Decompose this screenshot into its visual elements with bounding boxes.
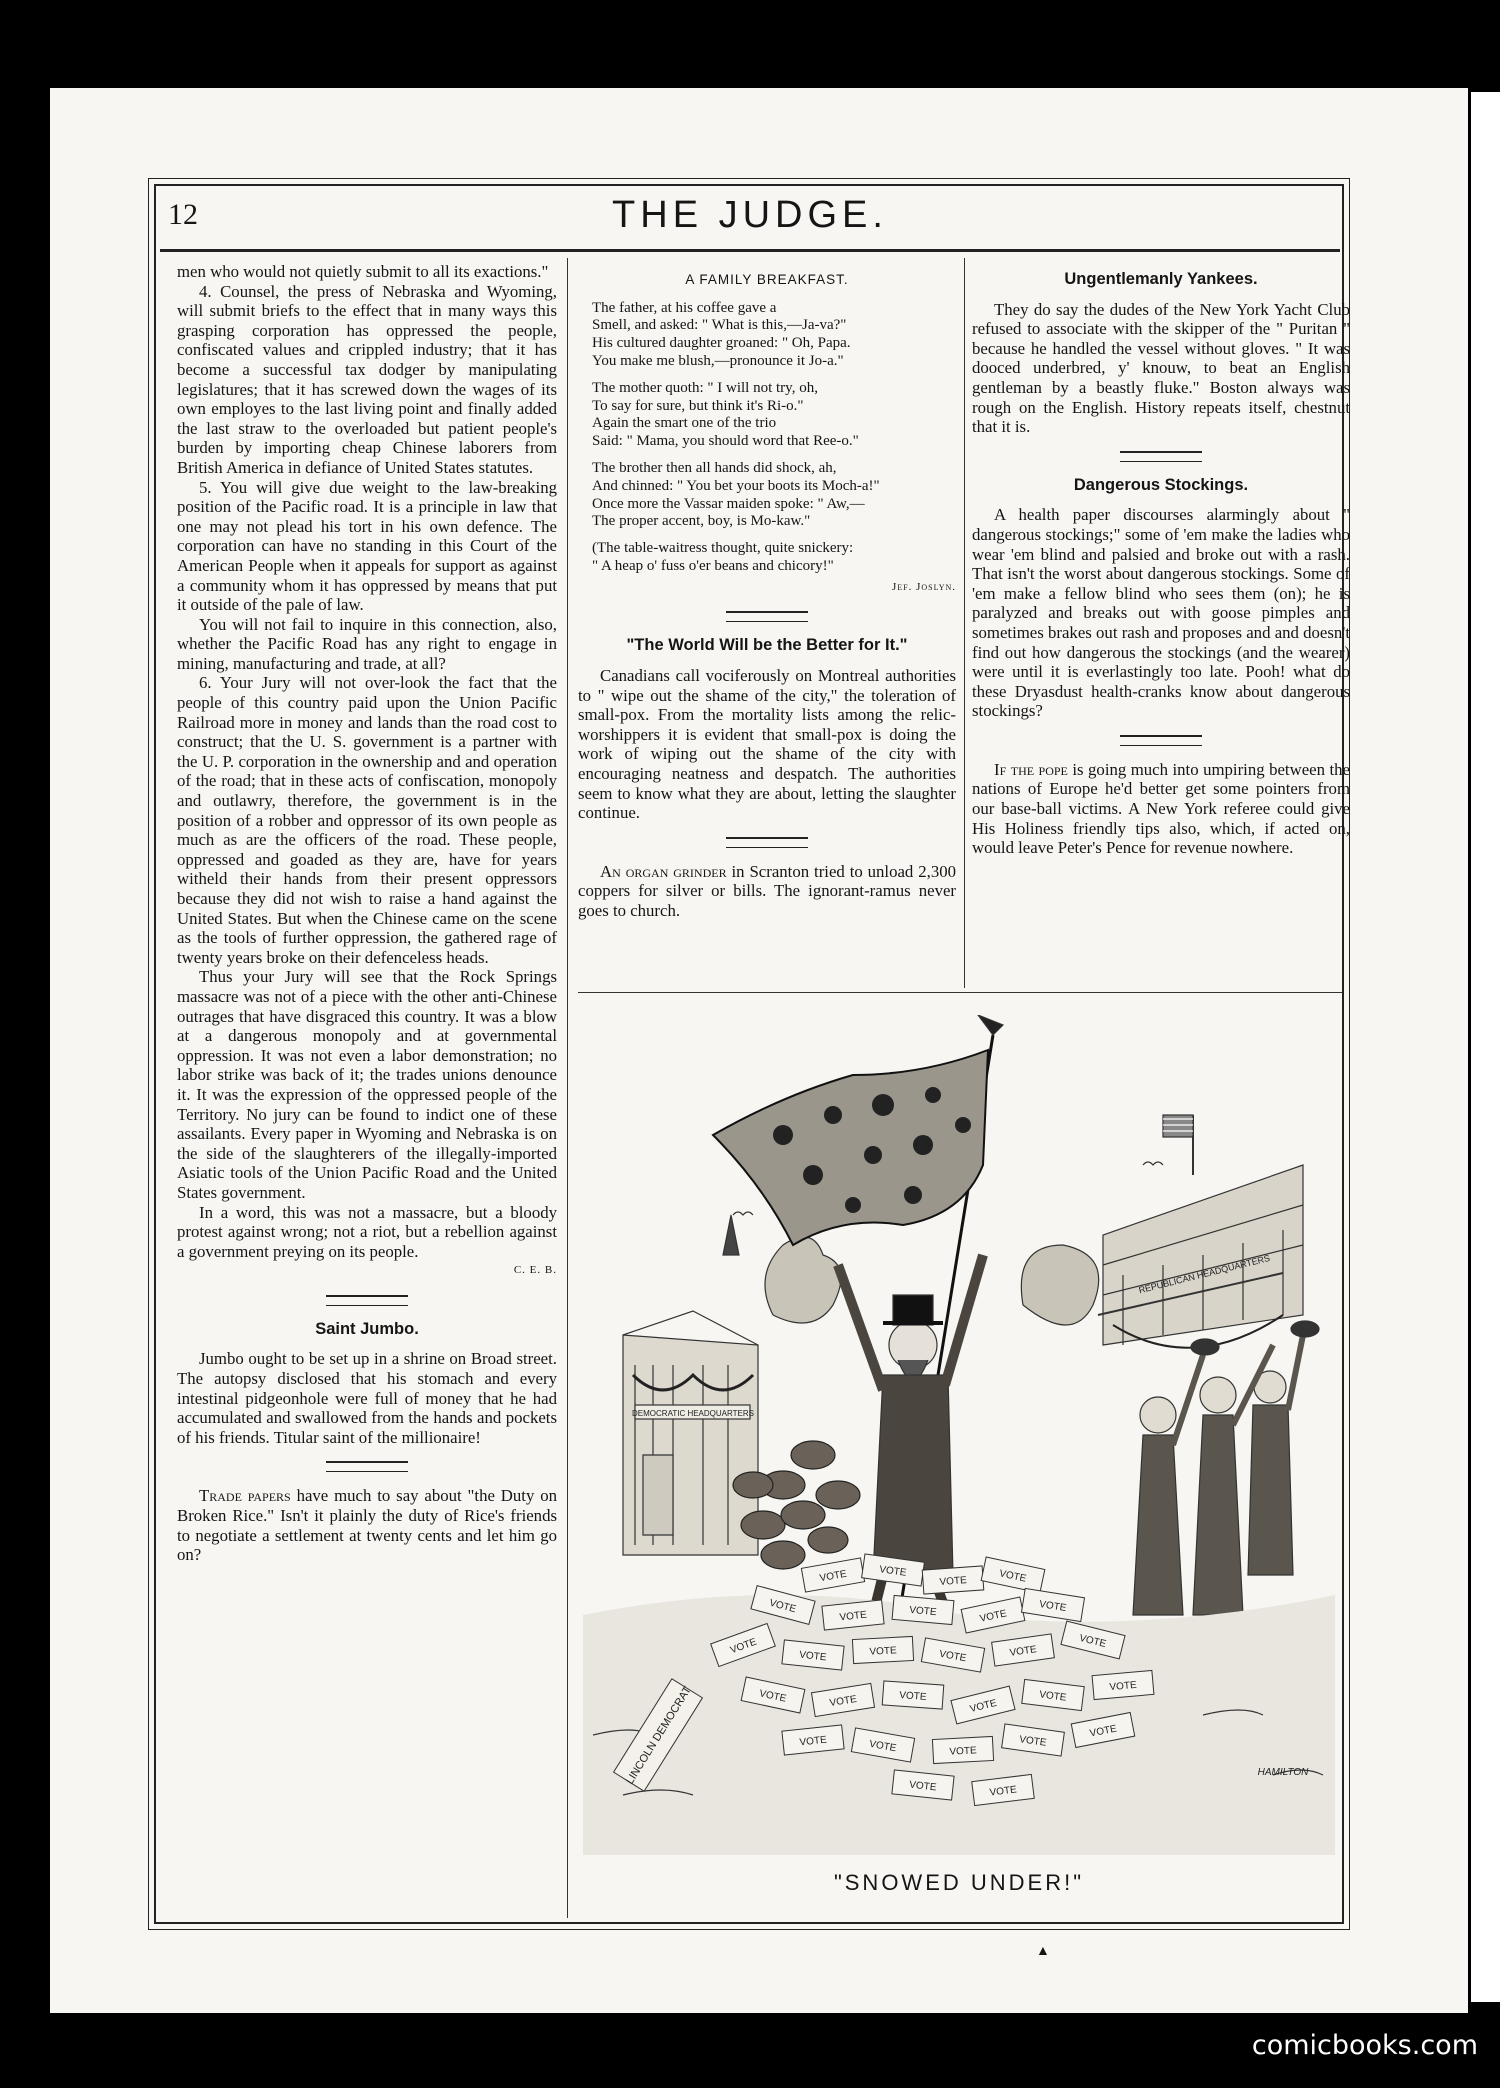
article-paragraph: In a word, this was not a massacre, but a bloody protest against wrong; not a riot, but a rebellion against a government preying on its people.: [177, 1202, 557, 1261]
stockings-body: A health paper discourses alarmingly about " dangerous stockings;" some of 'em make the ladies who wear 'em blind and palsied and broke out with a rash. That isn't the worst about dangerous stockings. Some of 'em make a fellow blind who sees them (on); he is paralyzed and breaks out with goose pimples and sometimes brakes out rash and proposes and and doesn't find out how dangerous the stockings (and the wearer) were until it is everlastingly too late. Pooh! what do these Dryasdust health-cranks know about dangerous stockings?: [972, 505, 1350, 721]
vote-ballot-label: VOTE: [869, 1645, 897, 1658]
vote-ballot-label: VOTE: [1038, 1598, 1068, 1615]
poem-line: (The table-waitress thought, quite snickery:: [592, 540, 854, 557]
cartoon-snowed-under: [583, 1015, 1335, 1910]
organ-grinder-lead: An organ grinder: [600, 861, 727, 881]
article-signature: C. E. B.: [513, 1264, 557, 1277]
vote-ballot: [932, 1736, 993, 1763]
saint-jumbo-body: Jumbo ought to be set up in a shrine on Broad street. The autopsy disclosed that his stomach and every intestinal pidgeonhole were full of money that he had accumulated and swallowed from the hands and pockets of his friends. Titular saint of the millionaire!: [177, 1349, 557, 1447]
vote-ballot-label: VOTE: [758, 1688, 788, 1705]
section-divider: [326, 1461, 408, 1472]
article-paragraph: men who would not quietly submit to all its exactions.": [177, 262, 549, 281]
vote-ballot-label: VOTE: [818, 1568, 848, 1585]
vote-ballot-label: VOTE: [878, 1564, 908, 1579]
world-better-body: Canadians call vociferously on Montreal authorities to " wipe out the shame of the city," the toleration of small-pox. From the mortality lists among the relic-worshippers it is evident that small-pox is doing the work of wiping out the shame of the city with encouraging neatness and despatch. The authorities seem to know what they are about, letting the slaughter continue.: [578, 665, 956, 823]
vote-ballot-label: VOTE: [908, 1779, 937, 1794]
vote-ballot: [852, 1636, 913, 1663]
poem-stanza: [578, 300, 956, 371]
section-divider: [1120, 451, 1202, 462]
yankees-body: They do say the dudes of the New York Yacht Club refused to associate with the skipper of the " Puritan " because he handled the vessel without gloves. " It was dooced underbred, y' knouw, to beat an English gentleman by a beastly fluke." Boston always was rough on the English. History repeats itself, chestnut that it is.: [972, 299, 1350, 437]
adjacent-page-edge: [1468, 92, 1500, 2002]
vote-ballot: [882, 1681, 944, 1709]
vote-ballot-label: VOTE: [828, 1693, 858, 1710]
vote-ballot-label: VOTE: [908, 1604, 937, 1619]
vote-ballot-label: VOTE: [978, 1608, 1008, 1625]
column-divider-right: [964, 258, 965, 988]
vote-ballot-label: VOTE: [998, 1568, 1028, 1585]
article-paragraph: Thus your Jury will see that the Rock Springs massacre was not of a piece with the other anti-Chinese outrages that have disgraced this country. It was a blow at a dangerous monopoly and at governmental oppression. It was not even a labor demonstration; no labor strike was back of it; the trades unions denounce it. It was the expression of the oppressed people of the Territory. No jury can be found to indict one of these assailants. Every paper in Wyoming and Nebraska is on the side of the slaughterers of the illegally-imported Asiatic tools of the Union Pacific Road and the United States government.: [177, 967, 557, 1202]
section-divider: [1120, 735, 1202, 746]
section-divider: [726, 611, 808, 622]
vote-ballot: [981, 1557, 1045, 1593]
poem-line: Once more the Vassar maiden spoke: " Aw,—: [592, 495, 865, 512]
vote-ballot-label: VOTE: [898, 1690, 927, 1703]
article-paragraph: 4. Counsel, the press of Nebraska and Wyoming, will submit briefs to the effect that in many ways this grasping corporation has oppressed the people, confiscated values and crippled industry; that it has become a successful tax dodger by manipulating legislatures; that it has screwed down the wages of its own employes to the last living point and finally added the last straw to the overloaded but patient people's burden by importing cheap Chinese laborers from British America in defiance of United States statutes.: [177, 281, 557, 477]
cartoon-caption: "SNOWED UNDER!": [833, 1870, 1085, 1895]
vote-ballot-label: VOTE: [768, 1597, 798, 1616]
heading-saint-jumbo: Saint Jumbo.: [315, 1319, 419, 1338]
left-column: [177, 262, 557, 1565]
vote-ballot-label: VOTE: [949, 1745, 977, 1758]
pope-paragraph: [972, 760, 1350, 858]
poem-stanza: [578, 460, 956, 531]
vote-ballot-label: VOTE: [1078, 1632, 1108, 1651]
article-paragraph: 6. Your Jury will not over-look the fact that the people of this country paid upon the Union Pacific Railroad more in money and lands than the road cost to construct; that the U. S. government is a partner with the U. P. corporation in the ownership and and operation of the road; that in these acts of confiscation, monopoly and outlawry, therefore, the government is in the position of a robber and oppressor of its own people as much as are the officers of the road. These people, oppressed and goaded as they are, have for years witheld their hands from their present oppressors because they did not wish to raise a hand against the United States. But when the Chinese came on the scene as the tools of further oppression, the gathered rage of twenty years broke on their defenceless heads.: [177, 673, 557, 967]
pope-lead: If the pope: [994, 759, 1068, 779]
poem-signature: Jef. Joslyn.: [891, 580, 956, 593]
printer-mark: ▲: [1036, 1944, 1050, 1959]
heading-stockings: Dangerous Stockings.: [1073, 475, 1249, 494]
trade-papers-lead: Trade papers: [199, 1486, 291, 1506]
section-divider: [326, 1295, 408, 1306]
vote-ballot-label: VOTE: [1088, 1723, 1118, 1740]
vote-ballot: [922, 1566, 984, 1594]
vote-ballot-label: VOTE: [1038, 1689, 1068, 1704]
poem-line: His cultured daughter groaned: " Oh, Papa.: [592, 335, 851, 352]
vote-ballot: [1092, 1670, 1154, 1699]
vote-ballot-label: VOTE: [1018, 1734, 1048, 1749]
buried-figure-tag: LINCOLN DEMOCRAT: [623, 1684, 694, 1787]
masthead-rule: [160, 249, 1340, 252]
poem-line: The brother then all hands did shock, ah,: [592, 459, 837, 476]
vote-ballot-label: VOTE: [988, 1784, 1018, 1799]
cartoon-top-rule: [578, 992, 1342, 993]
heading-family-breakfast: A FAMILY BREAKFAST.: [685, 272, 849, 287]
poem-line: The mother quoth: " I will not try, oh,: [592, 379, 818, 396]
trade-papers-body: have much to say about "the Duty on Broken Rice." Isn't it plainly the duty of Rice's friends to negotiate a settlement at twenty cents and let him go on?: [177, 1486, 557, 1565]
watermark: comicbooks.com: [1251, 2030, 1478, 2061]
vote-ballot-label: VOTE: [839, 1609, 868, 1624]
vote-ballot-label: VOTE: [1109, 1679, 1138, 1694]
organ-grinder-paragraph: [578, 862, 956, 921]
poem-stanza: [578, 540, 956, 576]
vote-ballot-label: VOTE: [968, 1697, 998, 1716]
poem-stanza: [578, 380, 956, 451]
column-divider-left: [567, 258, 568, 1918]
article-paragraph: 5. You will give due weight to the law-breaking position of the Pacific road. It is a principle in law that one may not plead his tort in his own defence. The corporation can have no standing in this Court of the American People when it appeals for support as against a community whom it has oppressed by means that put it outside of the pale of law.: [177, 477, 557, 615]
sign-republican: REPUBLICAN HEADQUARTERS: [1137, 1252, 1271, 1296]
poem-line: The father, at his coffee gave a: [592, 299, 777, 316]
vote-ballot-label: VOTE: [939, 1575, 968, 1588]
article-paragraph: You will not fail to inquire in this connection, also, whether the Pacific Road has any right to engage in mining, manufacturing and trade, at all?: [177, 614, 557, 673]
poem-line: You make me blush,—pronounce it Jo-a.": [592, 352, 844, 369]
vote-ballot: [801, 1558, 864, 1592]
poem-line: Smell, and asked: " What is this,—Ja-va?": [592, 317, 847, 334]
vote-ballot-label: VOTE: [728, 1636, 759, 1657]
sign-democratic: DEMOCRATIC HEADQUARTERS: [632, 1409, 754, 1418]
section-divider: [726, 837, 808, 848]
poem-line: " A heap o' fuss o'er beans and chicory!": [592, 557, 834, 574]
cartoon-illustration: [583, 1015, 1335, 1855]
poem-line: Again the smart one of the trio: [592, 415, 777, 432]
vote-ballot-label: VOTE: [798, 1649, 827, 1664]
poem-line: Said: " Mama, you should word that Ree-o.": [592, 433, 859, 450]
vote-ballot: [892, 1595, 954, 1624]
heading-world-better: "The World Will be the Better for It.": [626, 636, 908, 655]
artist-signature: HAMILTON: [1257, 1767, 1309, 1778]
heading-yankees: Ungentlemanly Yankees.: [1064, 270, 1258, 288]
right-column: [972, 262, 1350, 858]
pope-body: is going much into umpiring between the nations of Europe he'd better get some pointers from our base-ball victims. A New York referee could give His Holiness friendly tips also, which, if acted on, would leave Peter's Pence for revenue nowhere.: [972, 759, 1350, 858]
vote-ballot-label: VOTE: [1008, 1644, 1038, 1659]
vote-ballot-label: VOTE: [938, 1648, 968, 1665]
poem-line: The proper accent, boy, is Mo-kaw.": [592, 513, 811, 530]
trade-papers-paragraph: [177, 1486, 557, 1564]
newspaper-title: THE JUDGE.: [612, 194, 888, 236]
vote-ballot: [1021, 1588, 1084, 1621]
middle-column: [578, 262, 956, 920]
masthead: [160, 190, 1340, 245]
vote-ballot-label: VOTE: [868, 1738, 898, 1755]
page-number: 12: [168, 198, 198, 231]
organ-grinder-body: in Scranton tried to unload 2,300 coppers for silver or bills. The ignorant-ramus never goes to church.: [578, 861, 956, 920]
vote-ballot-label: VOTE: [799, 1734, 828, 1749]
poem-line: And chinned: " You bet your boots its Moch-a!": [592, 477, 880, 494]
poem-line: To say for sure, but think it's Ri-o.": [592, 397, 804, 414]
